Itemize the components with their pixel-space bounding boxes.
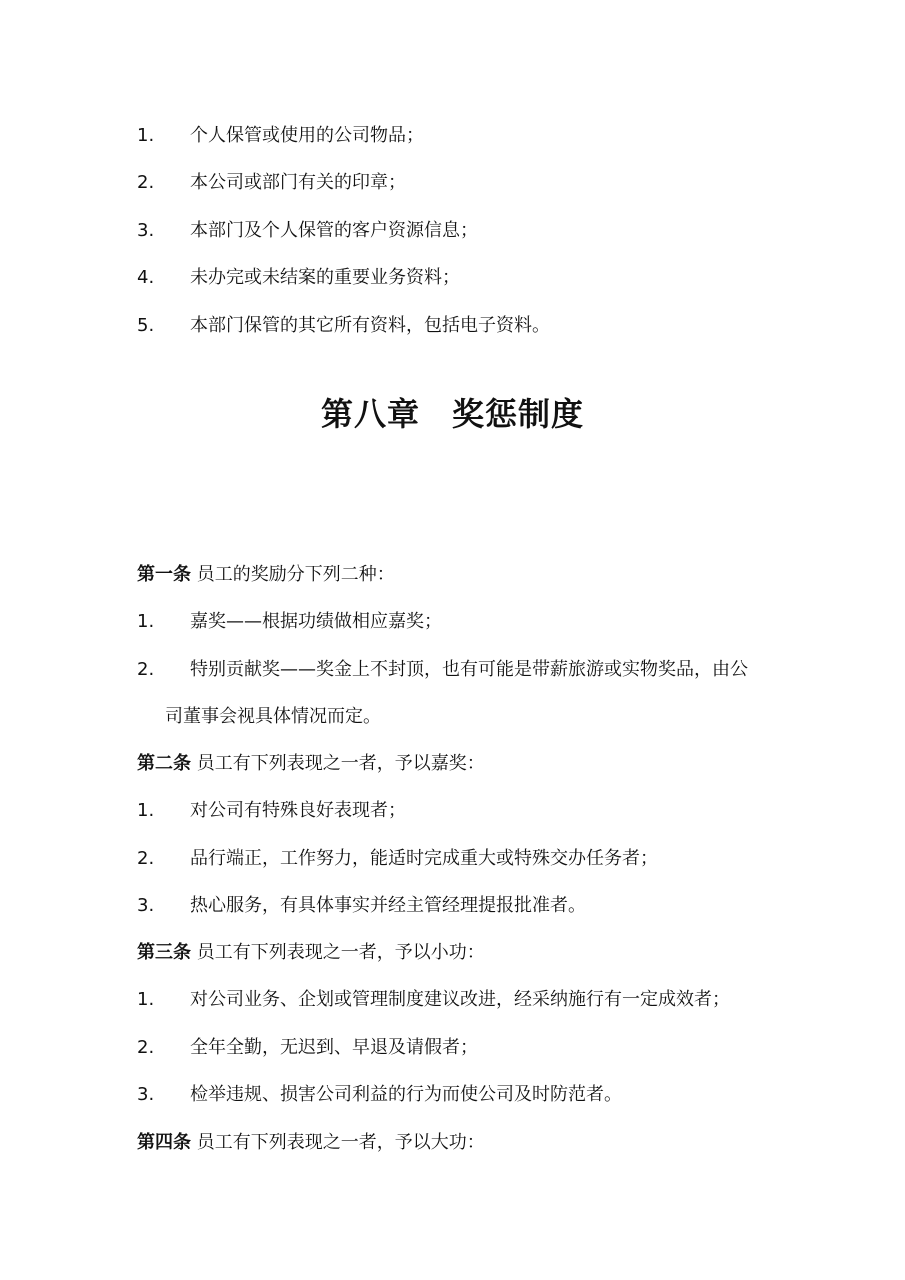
list-number: 1. — [137, 989, 155, 1010]
list-number: 2. — [137, 848, 155, 869]
list-text: 特别贡献奖——奖金上不封顶，也有可能是带薪旅游或实物奖品，由公 — [190, 659, 748, 680]
list-number: 3. — [137, 895, 155, 916]
list-text-continuation: 司董事会视具体情况而定。 — [165, 706, 381, 727]
list-text: 对公司业务、企划或管理制度建议改进，经采纳施行有一定成效者； — [190, 989, 730, 1010]
list-text: 未办完或未结案的重要业务资料； — [190, 267, 460, 288]
list-number: 3. — [137, 1084, 155, 1105]
list-number: 4. — [137, 267, 155, 288]
list-number: 1. — [137, 611, 155, 632]
list-text: 检举违规、损害公司利益的行为而使公司及时防范者。 — [190, 1084, 622, 1105]
list-text: 嘉奖——根据功绩做相应嘉奖； — [190, 611, 442, 632]
chapter-number: 第八章 — [320, 395, 420, 433]
list-text: 个人保管或使用的公司物品； — [190, 125, 424, 146]
article-text: 员工有下列表现之一者，予以嘉奖： — [196, 753, 485, 774]
list-number: 2. — [137, 1037, 155, 1058]
article-text: 员工有下列表现之一者，予以小功： — [196, 942, 485, 963]
list-number: 1. — [137, 125, 155, 146]
chapter-heading — [0, 392, 905, 436]
article-label: 第二条 — [137, 753, 191, 774]
article-label: 第四条 — [137, 1132, 191, 1153]
list-text: 本部门保管的其它所有资料，包括电子资料。 — [190, 315, 550, 336]
article-text: 员工的奖励分下列二种： — [196, 564, 395, 585]
list-number: 5. — [137, 315, 155, 336]
article-label: 第三条 — [137, 942, 191, 963]
list-number: 1. — [137, 800, 155, 821]
chapter-title: 奖惩制度 — [452, 395, 585, 433]
list-text: 对公司有特殊良好表现者； — [190, 800, 406, 821]
list-text: 本公司或部门有关的印章； — [190, 172, 406, 193]
list-text: 热心服务，有具体事实并经主管经理提报批准者。 — [190, 895, 586, 916]
list-number: 3. — [137, 220, 155, 241]
list-text: 全年全勤，无迟到、早退及请假者； — [190, 1037, 478, 1058]
list-number: 2. — [137, 659, 155, 680]
article-text: 员工有下列表现之一者，予以大功： — [196, 1132, 485, 1153]
list-text: 本部门及个人保管的客户资源信息； — [190, 220, 478, 241]
list-number: 2. — [137, 172, 155, 193]
list-text: 品行端正，工作努力，能适时完成重大或特殊交办任务者； — [190, 848, 658, 869]
article-label: 第一条 — [137, 564, 191, 585]
